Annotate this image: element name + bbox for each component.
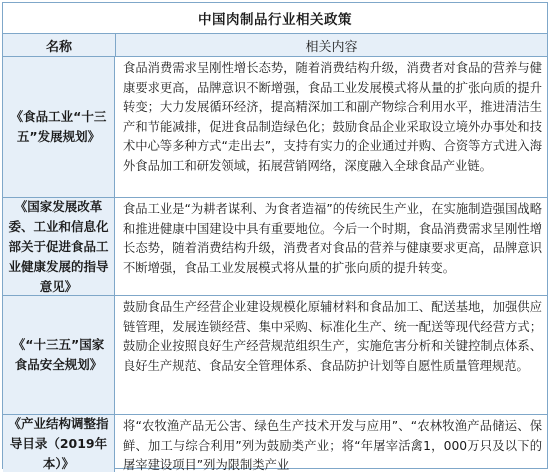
- table-row: [3, 296, 547, 415]
- policy-content: 食品工业是“为耕者谋利、为食者造福”的传统民生产业，在实施制造强国战略和推进健康中国建设中具有重要地位。今后一个时期，食品消费需求呈刚性增长态势，随着消费结构升级，消费者对食品的营养与健康要求更高，品牌意识不断增强，食品工业发展模式将从量的扩张向质的提升转变。: [123, 202, 542, 275]
- table-row: [3, 198, 547, 296]
- policy-content: 将“农牧渔产品无公害、绿色生产技术开发与应用”、“农林牧渔产品储运、保鲜、加工与综合利用”列为鼓励类产业；将“年屠宰活禽1，000万只及以下的屠宰建设项目”列为限制类产业: [123, 419, 542, 473]
- policy-name: 《“十三五”国家食品安全规划》: [3, 296, 115, 414]
- table-row: [3, 415, 547, 472]
- table-title: 中国肉制品行业相关政策: [3, 3, 547, 34]
- table-row: [3, 57, 547, 198]
- policy-content: 食品消费需求呈刚性增长态势，随着消费结构升级，消费者对食品的营养与健康要求更高，品牌意识不断增强，食品工业发展模式将从量的扩张向质的提升转变；大力发展循环经济，提高精深加工和副产物综合利用水平，推进清洁生产和节能减排，促进食品制造绿色化；鼓励食品企业采取设立境外办事处和技术中心等多种方式“走出去”，支持有实力的企业通过并购、合资等方式进入海外食品加工和研发领域，拓展营销网络，深度融入全球食品产业链。: [123, 61, 542, 173]
- policy-name: 《食品工业“十三五”发展规划》: [3, 57, 115, 197]
- table-header-row: [3, 34, 547, 57]
- header-name: 名称: [3, 34, 116, 56]
- policy-name: 《国家发展改革委、工业和信息化部关于促进食品工业健康发展的指导意见》: [3, 198, 115, 295]
- header-content: 相关内容: [305, 39, 358, 55]
- policy-table: [2, 2, 548, 473]
- policy-content: 鼓励食品生产经营企业建设规模化原辅材料和食品加工、配送基地，加强供应链管理，发展连锁经营、集中采购、标准化生产、统一配送等现代经营方式；鼓励企业按照良好生产经营规范组织生产，实施危害分析和关键控制点体系、良好生产规范、食品安全管理体系、食品防护计划等自愿性质量管理规范。: [123, 300, 542, 373]
- policy-name: 《产业结构调整指导目录（2019年本）》: [3, 415, 115, 472]
